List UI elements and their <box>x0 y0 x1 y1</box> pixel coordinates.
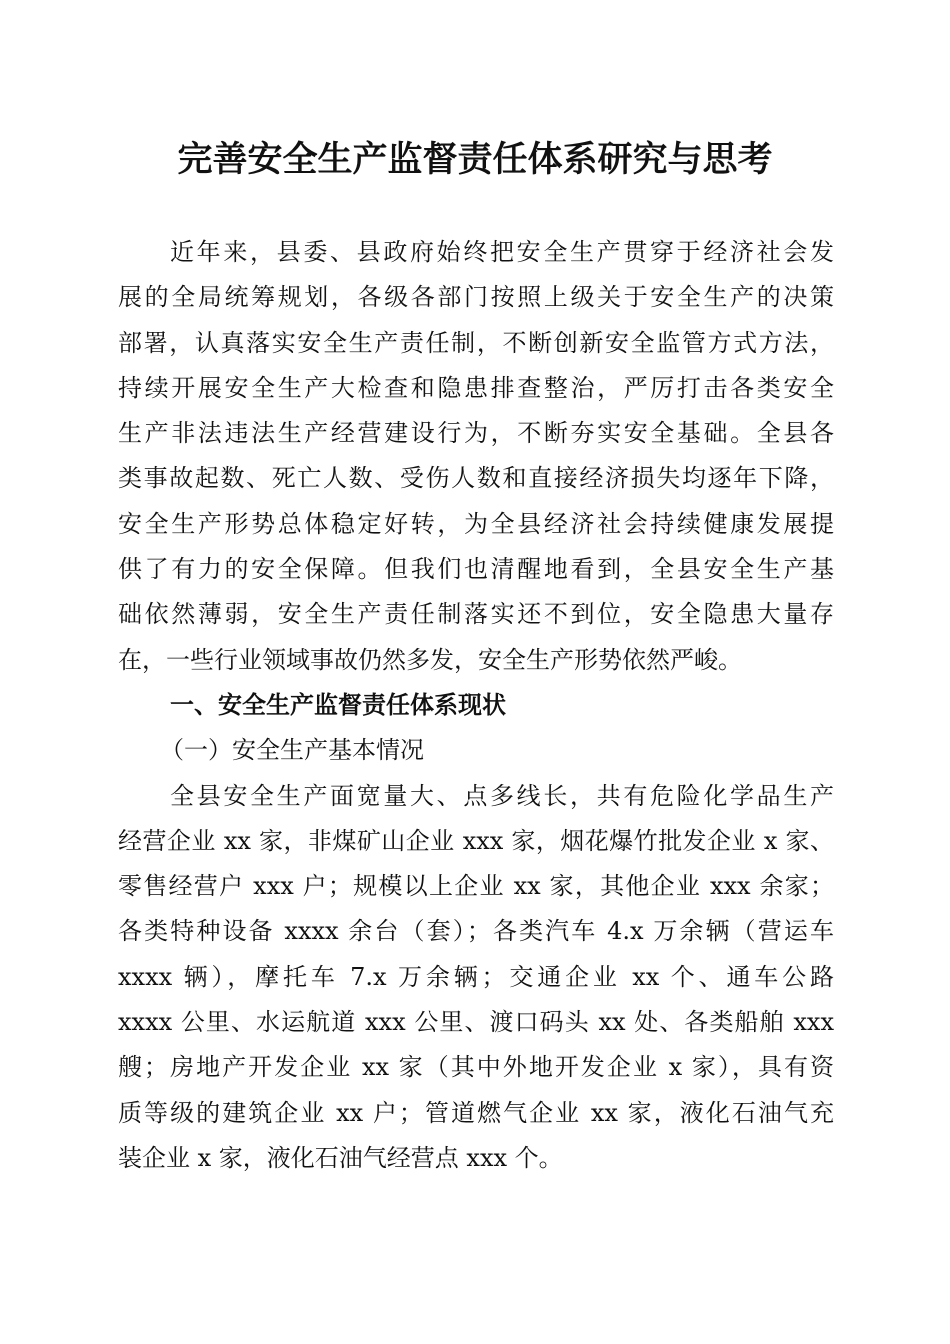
paragraph-line: 装企业 x 家，液化石油气经营点 xxx 个。 <box>118 1143 563 1172</box>
paragraph-line: 零售经营户 xxx 户；规模以上企业 xx 家，其他企业 xxx 余家； <box>118 872 834 901</box>
paragraph-line: 全县安全生产面宽量大、点多线长，共有危险化学品生产 <box>170 781 834 810</box>
paragraph-line: xxxx 辆），摩托车 7.x 万余辆；交通企业 xx 个、通车公路 <box>118 962 834 991</box>
paragraph-line: 部署，认真落实安全生产责任制，不断创新安全监管方式方法， <box>118 328 834 357</box>
paragraph-line: 生产非法违法生产经营建设行为，不断夯实安全基础。全县各 <box>118 419 834 448</box>
paragraph-line: 持续开展安全生产大检查和隐患排查整治，严厉打击各类安全 <box>118 373 834 402</box>
paragraph-line: 安全生产形势总体稳定好转，为全县经济社会持续健康发展提 <box>118 509 834 538</box>
section-heading: 一、安全生产监督责任体系现状 <box>170 690 506 719</box>
paragraph-line: 质等级的建筑企业 xx 户；管道燃气企业 xx 家，液化石油气充 <box>118 1098 834 1127</box>
paragraph-line: 近年来，县委、县政府始终把安全生产贯穿于经济社会发 <box>170 238 834 266</box>
subsection-heading: （一）安全生产基本情况 <box>160 736 424 765</box>
paragraph-line: 艘；房地产开发企业 xx 家（其中外地开发企业 x 家），具有资 <box>118 1053 834 1082</box>
paragraph-line: 础依然薄弱，安全生产责任制落实还不到位，安全隐患大量存 <box>118 600 834 629</box>
paragraph-line: 类事故起数、死亡人数、受伤人数和直接经济损失均逐年下降， <box>118 464 834 493</box>
document-body <box>118 230 834 1181</box>
paragraph-line: 经营企业 xx 家，非煤矿山企业 xxx 家，烟花爆竹批发企业 x 家、 <box>118 826 834 855</box>
document-title: 完善安全生产监督责任体系研究与思考 <box>177 140 773 180</box>
paragraph-line: 在，一些行业领域事故仍然多发，安全生产形势依然严峻。 <box>118 645 742 674</box>
paragraph-line: 供了有力的安全保障。但我们也清醒地看到，全县安全生产基 <box>118 555 834 584</box>
paragraph-line: xxxx 公里、水运航道 xxx 公里、渡口码头 xx 处、各类船舶 xxx <box>118 1008 834 1037</box>
paragraph-line: 各类特种设备 xxxx 余台（套）；各类汽车 4.x 万余辆（营运车 <box>118 917 834 946</box>
paragraph-line: 展的全局统筹规划，各级各部门按照上级关于安全生产的决策 <box>118 283 834 312</box>
